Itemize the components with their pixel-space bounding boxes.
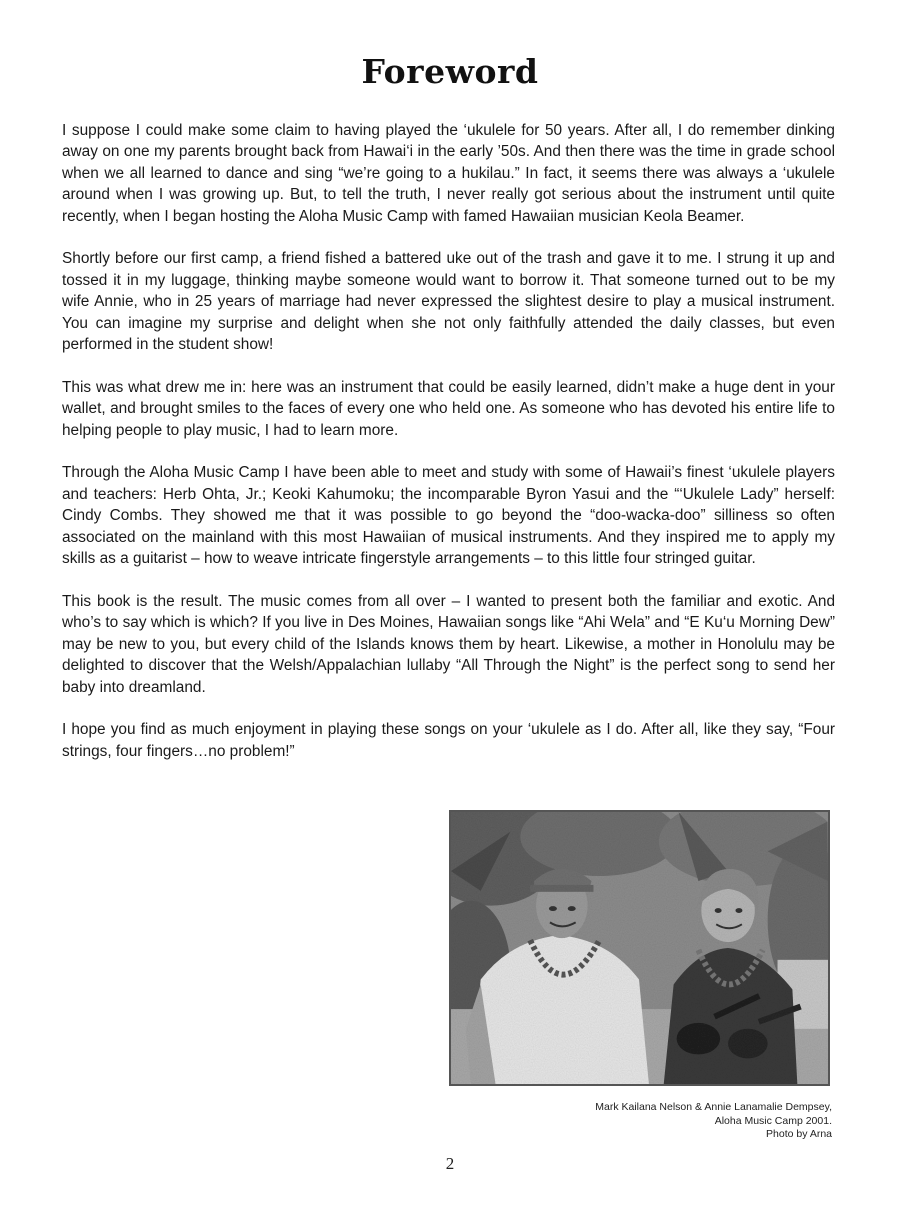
paragraph: This was what drew me in: here was an instrument that could be easily learned, didn’t make a huge dent in your wallet, and brought smiles to the faces of every one who held one. As someone who has devoted his entire life to helping people to play music, I had to learn more. [62,378,835,439]
page-title: Foreword [361,52,539,91]
paragraph: I hope you find as much enjoyment in playing these songs on your ‘ukulele as I do. After all, like they say, “Four strings, four fingers…no problem!” [62,721,835,760]
photo-caption [595,1101,832,1142]
page-number: 2 [445,1154,455,1173]
paragraph: Through the Aloha Music Camp I have been able to meet and study with some of Hawaii’s finest ‘ukulele players and teachers: Herb Ohta, Jr.; Keoki Kahumoku; the incomparable Byron Yasui and the “‘Ukulele Lady” herself: Cindy Combs. They showed me that it was possible to go beyond the “doo-wacka-doo” silliness so often associated on the mainland with this most Hawaiian of musical instruments. And they inspired me to apply my skills as a guitarist – how to weave intricate fingerstyle arrangements – to this little four stringed guitar. [62,464,835,568]
foreword-body [62,120,835,784]
paragraph: I suppose I could make some claim to having played the ‘ukulele for 50 years. After all, I do remember dinking away on one my parents brought back from Hawai‘i in the early ’50s. And then there was the time in grade school when we all learned to dance and sing “we’re going to a hukilau.” In fact, it seems there was always a ‘ukulele around when I was growing up. But, to tell the truth, I never really got serious about the instrument until quite recently, when I began hosting the Aloha Music Camp with famed Hawaiian musician Keola Beamer. [62,122,835,225]
caption-line: Mark Kailana Nelson & Annie Lanamalie Dempsey, [595,1101,832,1113]
paragraph: This book is the result. The music comes from all over – I wanted to present both the familiar and exotic. And who’s to say which is which? If you live in Des Moines, Hawaiian songs like “Ahi Wela” and “E Ku‘u Morning Dew” may be new to you, but every child of the Islands knows them by heart. Likewise, a mother in Honolulu may be delighted to discover that the Welsh/Appalachian lullaby “All Through the Night” is the perfect song to send her baby into dreamland. [62,592,835,696]
paragraph: Shortly before our first camp, a friend fished a battered uke out of the trash and gave it to me. I strung it up and tossed it in my luggage, thinking maybe someone would want to borrow it. That someone turned out to be my wife Annie, who in 25 years of marriage had never expressed the slightest desire to play a musical instrument. You can imagine my surprise and delight when she not only faithfully attended the daily classes, but even performed in the student show! [62,250,835,354]
photo-illustration [451,812,828,1084]
caption-line: Aloha Music Camp 2001. [714,1114,832,1127]
photo-of-couple-with-ukuleles [449,810,830,1086]
caption-line: Photo by Arna [766,1128,832,1140]
